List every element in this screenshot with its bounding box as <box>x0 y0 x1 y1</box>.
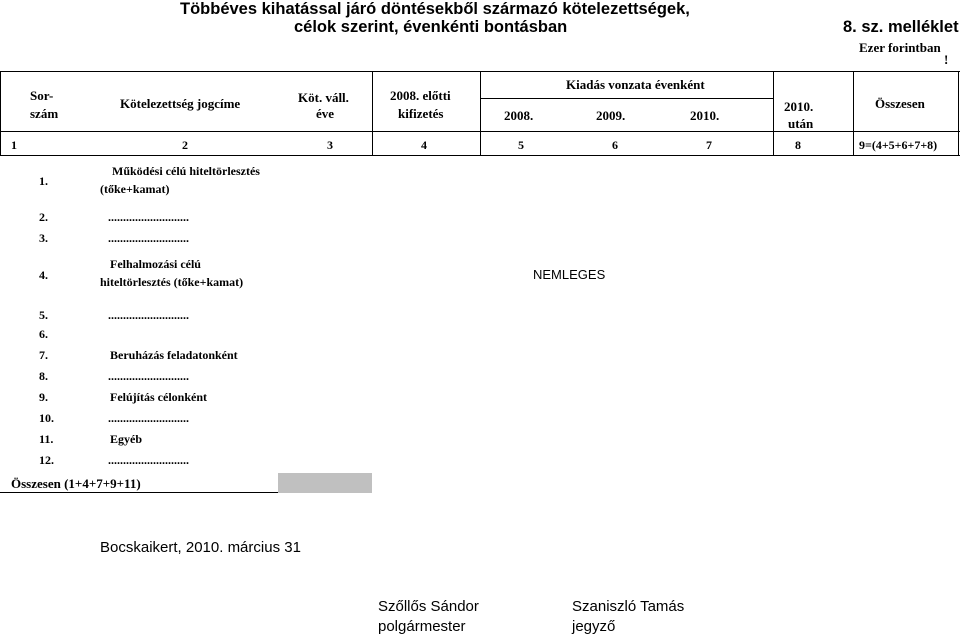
col-header-jogcim: Kötelezettség jogcíme <box>120 96 241 111</box>
appendix-label: 8. sz. melléklet <box>843 18 959 36</box>
row-number: 3. <box>39 231 48 245</box>
col-header-utan-1: 2010. <box>784 99 814 114</box>
row-number: 12. <box>39 453 54 467</box>
unit-label: Ezer forintban <box>859 40 941 55</box>
row-number: 11. <box>39 432 54 446</box>
col-header-2008: 2008. <box>504 108 534 123</box>
row-number: 4. <box>39 268 48 282</box>
col-header-kot-1: Köt. váll. <box>298 90 349 105</box>
col-header-elotti-1: 2008. előtti <box>390 88 451 103</box>
col-header-elotti-2: kifizetés <box>398 106 444 121</box>
row-number: 2. <box>39 210 48 224</box>
place-date: Bocskaikert, 2010. március 31 <box>100 539 301 556</box>
row-label: ........................... <box>108 210 189 224</box>
row-number: 5. <box>39 308 48 322</box>
signature-name-notary: Szaniszló Tamás <box>572 598 685 615</box>
col-header-kot-2: éve <box>316 106 335 121</box>
row-label-cont: (tőke+kamat) <box>100 182 170 196</box>
col-number: 2 <box>182 138 188 152</box>
row-label: ........................... <box>108 453 189 467</box>
row-label: Beruházás feladatonként <box>110 348 238 362</box>
row-label: ........................... <box>108 411 189 425</box>
row-label: Felhalmozási célú <box>110 257 201 271</box>
col-header-sorszam-1: Sor- <box>30 88 54 103</box>
document-title-line2: célok szerint, évenkénti bontásban <box>294 18 568 36</box>
col-header-2010: 2010. <box>690 108 720 123</box>
col-number: 5 <box>518 138 524 152</box>
signature-name-mayor: Szőllős Sándor <box>378 598 479 615</box>
col-number: 3 <box>327 138 333 152</box>
row-number: 8. <box>39 369 48 383</box>
unit-mark: ! <box>944 52 949 67</box>
col-number: 9=(4+5+6+7+8) <box>859 138 938 152</box>
row-label-cont: hiteltörlesztés (tőke+kamat) <box>100 275 244 289</box>
document-title-line1: Többéves kihatással járó döntésekből származó kötelezettségek, <box>180 0 690 18</box>
row-number: 6. <box>39 327 48 341</box>
total-row-label: Összesen (1+4+7+9+11) <box>11 476 141 491</box>
col-number: 7 <box>706 138 712 152</box>
col-header-osszesen: Összesen <box>875 96 925 111</box>
row-label: ........................... <box>108 369 189 383</box>
col-header-sorszam-2: szám <box>30 106 59 121</box>
row-label: Működési célú hiteltörlesztés <box>112 164 260 178</box>
row-label: ........................... <box>108 308 189 322</box>
signature-title-notary: jegyző <box>572 618 616 635</box>
row-number: 10. <box>39 411 54 425</box>
col-number: 1 <box>11 138 17 152</box>
total-grey-cell <box>278 473 372 493</box>
row-label: ........................... <box>108 231 189 245</box>
col-number: 6 <box>612 138 618 152</box>
row-number: 1. <box>39 174 48 188</box>
col-header-kiadas: Kiadás vonzata évenként <box>566 77 705 92</box>
row-label: Felújítás célonként <box>110 390 207 404</box>
row-number: 9. <box>39 390 48 404</box>
col-number: 4 <box>421 138 427 152</box>
row-label: Egyéb <box>110 432 143 446</box>
signature-title-mayor: polgármester <box>378 618 466 635</box>
col-number: 8 <box>795 138 801 152</box>
col-header-2009: 2009. <box>596 108 626 123</box>
row-number: 7. <box>39 348 48 362</box>
col-header-utan-2: után <box>788 116 814 131</box>
nemleges-value: NEMLEGES <box>533 267 606 282</box>
